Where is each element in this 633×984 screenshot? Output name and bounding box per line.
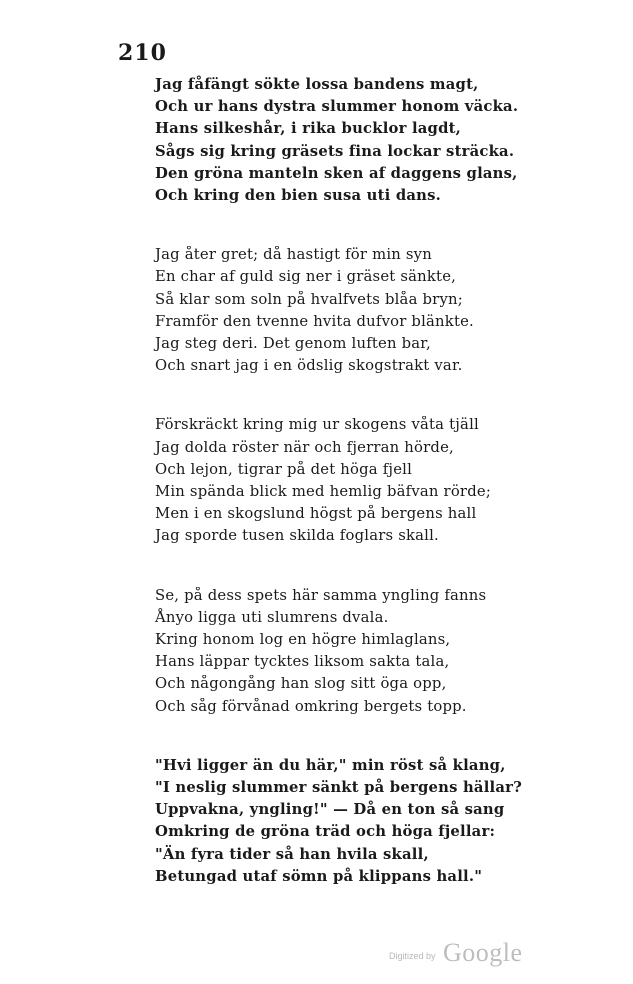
- poem-line: Så klar som soln på hvalfvets blåa bryn;: [155, 291, 463, 308]
- watermark-prefix: Digitized by: [389, 951, 436, 961]
- poem-line: Kring honom log en högre himlaglans,: [155, 632, 451, 649]
- digitized-by-google-watermark: [389, 938, 523, 968]
- poem-line: Hans silkeshår, i rika bucklor lagdt,: [155, 120, 462, 138]
- poem-body: [155, 74, 523, 925]
- poem-line: Framför den tvenne hvita dufvor blänkte.: [155, 313, 474, 330]
- poem-line: Min spända blick med hemlig bäfvan rörde;: [155, 484, 492, 501]
- stanza: [155, 414, 500, 547]
- poem-line: Sågs sig kring gräsets fina lockar sträcka.: [155, 142, 515, 160]
- poem-line: Och kring den bien susa uti dans.: [155, 187, 441, 205]
- poem-line: Omkring de gröna träd och höga fjellar:: [155, 823, 496, 841]
- poem-line: Betungad utaf sömn på klippans hall.": [155, 867, 483, 885]
- stanza: [155, 74, 519, 207]
- google-logo: Google: [443, 938, 523, 967]
- poem-line: Se, på dess spets här samma yngling fanns: [155, 587, 487, 604]
- poem-line: Jag dolda röster när och fjerran hörde,: [155, 439, 454, 456]
- poem-line: Och snart jag i en ödslig skogstrakt var.: [155, 358, 463, 375]
- poem-line: Jag sporde tusen skilda foglars skall.: [155, 528, 439, 545]
- poem-line: Men i en skogslund högst på bergens hall: [155, 506, 477, 523]
- poem-line: Jag steg deri. Det genom luften bar,: [155, 336, 431, 353]
- poem-line: Uppvakna, yngling!" — Då en ton så sang: [155, 801, 505, 819]
- poem-line: "Hvi ligger än du här," min röst så klang,: [155, 756, 506, 774]
- poem-line: Hans läppar tycktes liksom sakta tala,: [155, 654, 450, 671]
- poem-line: Jag åter gret; då hastigt för min syn: [155, 247, 432, 264]
- stanza: [155, 755, 523, 888]
- poem-line: Förskräckt kring mig ur skogens våta tjäll: [155, 417, 479, 434]
- poem-line: Den gröna manteln sken af daggens glans,: [155, 164, 518, 182]
- poem-line: Och såg förvånad omkring bergets topp.: [155, 698, 467, 715]
- poem-line: "Än fyra tider så han hvila skall,: [155, 845, 429, 863]
- poem-line: Ånyo ligga uti slumrens dvala.: [155, 609, 389, 626]
- poem-line: "I neslig slummer sänkt på bergens hällar?: [155, 779, 523, 797]
- stanza: [155, 585, 500, 718]
- poem-line: Och någongång han slog sitt öga opp,: [155, 676, 447, 693]
- poem-line: Och ur hans dystra slummer honom väcka.: [155, 98, 519, 116]
- page-number: 210: [118, 40, 167, 66]
- poem-line: Jag fåfängt sökte lossa bandens magt,: [155, 76, 479, 93]
- poem-line: En char af guld sig ner i gräset sänkte,: [155, 269, 457, 286]
- stanza: [155, 244, 500, 377]
- poem-line: Och lejon, tigrar på det höga fjell: [155, 461, 413, 478]
